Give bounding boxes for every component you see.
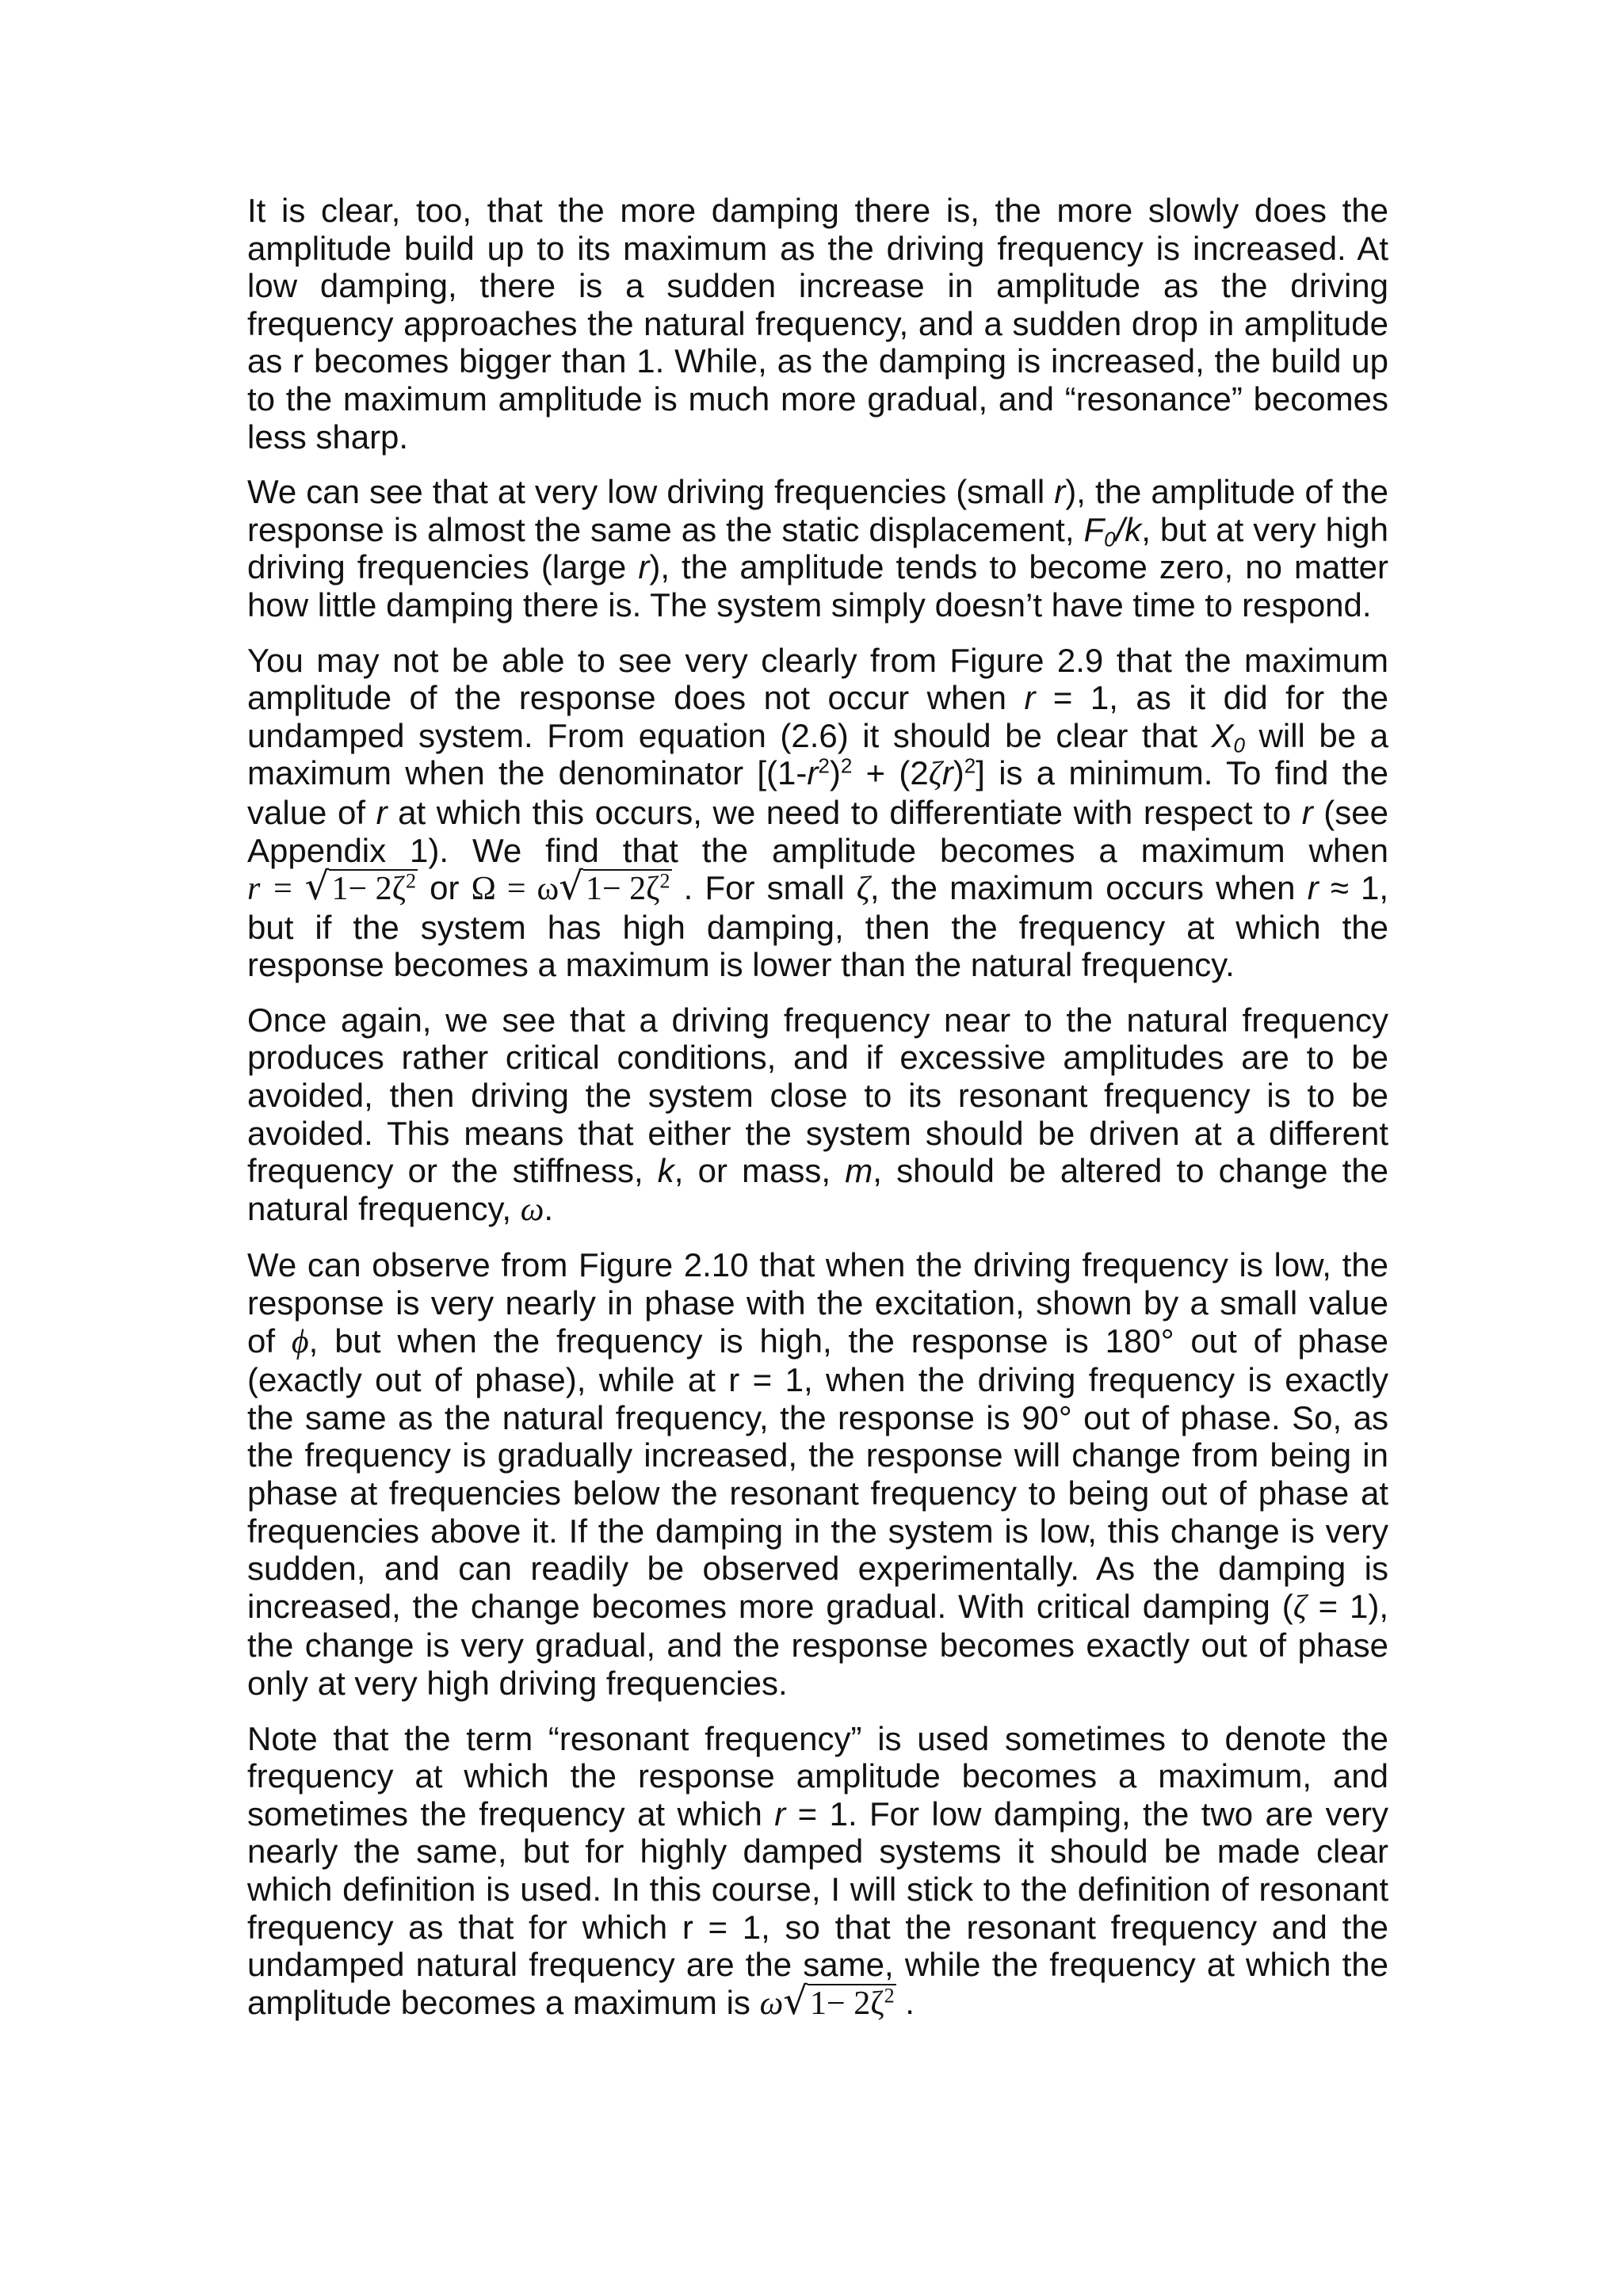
equation-r-max: $r = √1- 2\zeta^2$ [247, 864, 417, 910]
paragraph-phase-response: We can observe from Figure 2.10 that when the driving frequency is low, the response is very nearly in phase with the excitation, shown by a small value of ϕ, but when the frequency is high, the response is 180° out of phase (exactly out of phase), while at r = 1, when the driving frequency is exactly the same as the natural frequency, the response is 90° out of phase. So, as the frequency is gradually increased, the response will change from being in phase at frequencies below the resonant frequency to being out of phase at frequencies above it. If the damping in the system is low, this change is very sudden, and can readily be observed experimentally. As the damping is increased, the change becomes more gradual. With critical damping (ζ = 1), the change is very gradual, and the response becomes exactly out of phase only at very high driving frequencies. [247, 1246, 1388, 1702]
paragraph-resonant-frequency-definition: Note that the term “resonant frequency” is used sometimes to denote the frequency at which the response amplitude becomes a maximum, and sometimes the frequency at which r = 1. For low damping, the two are very nearly the same, but for highly damped systems it should be made clear which definition is used. In this course, I will stick to the definition of resonant frequency as that for which r = 1, so that the resonant frequency and the undamped natural frequency are the same, while the frequency at which the amplitude becomes a maximum is $\omega√1- 2\zeta^2$ . [247, 1719, 1388, 2023]
equation-max-amplitude-frequency: $\omega√1- 2\zeta^2$ [759, 1978, 895, 2023]
paragraph-damping-buildup: It is clear, too, that the more damping there is, the more slowly does the amplitude build up to its maximum as the driving frequency is increased. At low damping, there is a sudden increase in amplitude as the driving frequency approaches the natural frequency, and a sudden drop in amplitude as r becomes bigger than 1. While, as the damping is increased, the build up to the maximum amplitude is much more gradual, and “resonance” becomes less sharp. [247, 192, 1388, 456]
paragraph-critical-conditions: Once again, we see that a driving frequency near to the natural frequency produces rather critical conditions, and if excessive amplitudes are to be avoided, then driving the system close to its resonant frequency is to be avoided. This means that either the system should be driven at a different frequency or the stiffness, k, or mass, m, should be altered to change the natural frequency, ω. [247, 1001, 1388, 1228]
paragraph-maximum-amplitude: You may not be able to see very clearly from Figure 2.9 that the maximum amplitude of the response does not occur when r = 1, as it did for the undamped system. From equation (2.6) it should be clear that $X_0$ will be a maximum when the denominator $[(1-r^2)^2 + (2\zeta r)^2]$ is a minimum. To find the value of r at which this occurs, we need to differentiate with respect to r (see Appendix 1). We find that the amplitude becomes a maximum when $r = √1- 2\zeta^2$ or $\Omega = \omega√1- 2\zeta^2$ . For small ζ, the maximum occurs when r ≈ 1, but if the system has high damping, then the frequency at which the response becomes a maximum is lower than the natural frequency. [247, 641, 1389, 984]
paragraph-low-high-frequency: We can see that at very low driving frequencies (small r), the amplitude of the response is almost the same as the static displacement, $F_0/k$, but at very high driving frequencies (large r), the amplitude tends to become zero, no matter how little damping there is. The system simply doesn’t have time to respond. [247, 473, 1389, 624]
amplitude-symbol: $X_0$ [1211, 716, 1246, 757]
equation-omega-max: $\Omega = \omega√1- 2\zeta^2$ [471, 864, 670, 910]
document-body [247, 192, 1388, 2040]
static-displacement-symbol: $F_0/k$ [1083, 510, 1142, 551]
